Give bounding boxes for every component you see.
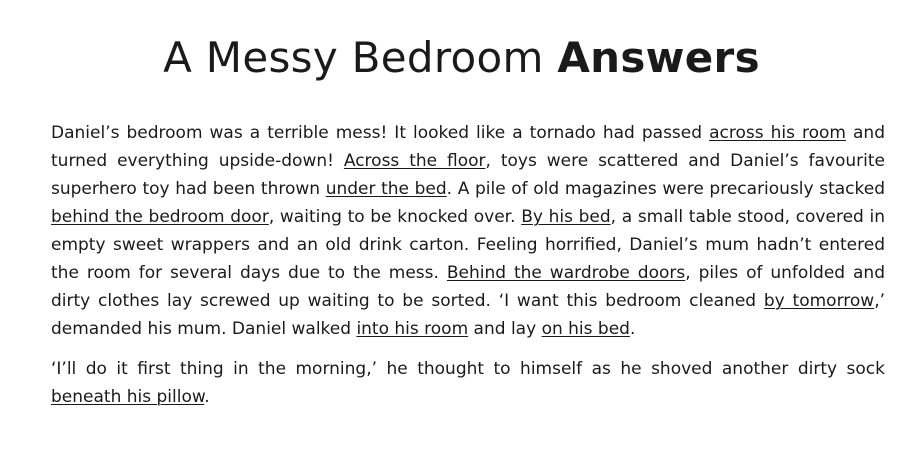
- answer-phrase: behind the bedroom door: [51, 207, 269, 227]
- text-run: and lay: [468, 319, 542, 339]
- answer-phrase: By his bed: [521, 207, 611, 227]
- answer-phrase: under the bed: [325, 179, 447, 199]
- text-run: , a small table stood, covered in empty sweet wrappers and an old drink carton. Feeling horrified, Daniel’s mum hadn’t entered the room for several days due to the mess.: [51, 207, 885, 283]
- answer-phrase: on his bed: [541, 319, 630, 339]
- text-run: ‘I’ll do it first thing in the morning,’ he thought to himself as he shoved another dirty sock: [51, 359, 885, 379]
- answer-phrase: Across the floor: [343, 151, 486, 171]
- answer-phrase: into his room: [356, 319, 469, 339]
- text-run: and turned everything upside-down!: [51, 123, 885, 171]
- text-run: , waiting to be knocked over.: [268, 207, 522, 227]
- answer-phrase: beneath his pillow: [51, 387, 205, 407]
- story-paragraph-2: [51, 355, 885, 411]
- text-run: , piles of unfolded and dirty clothes lay screwed up waiting to be sorted. ‘I want this bedroom cleaned: [51, 263, 885, 311]
- text-run: .: [629, 319, 636, 339]
- answer-phrase: across his room: [709, 123, 846, 143]
- text-run: , toys were scattered and Daniel’s favourite superhero toy had been thrown: [51, 151, 885, 199]
- story-paragraph-1: [51, 119, 885, 343]
- answer-phrase: Behind the wardrobe doors: [446, 263, 686, 283]
- text-run: . A pile of old magazines were precariously stacked: [446, 179, 885, 199]
- text-run: ,’ demanded his mum. Daniel walked: [51, 291, 885, 339]
- title-main: A Messy Bedroom: [163, 33, 544, 82]
- answer-phrase: by tomorrow: [763, 291, 875, 311]
- text-run: Daniel’s bedroom was a terrible mess! It looked like a tornado had passed: [51, 123, 710, 143]
- text-run: .: [204, 387, 210, 407]
- page-title: [0, 28, 923, 88]
- title-answers: Answers: [557, 33, 760, 82]
